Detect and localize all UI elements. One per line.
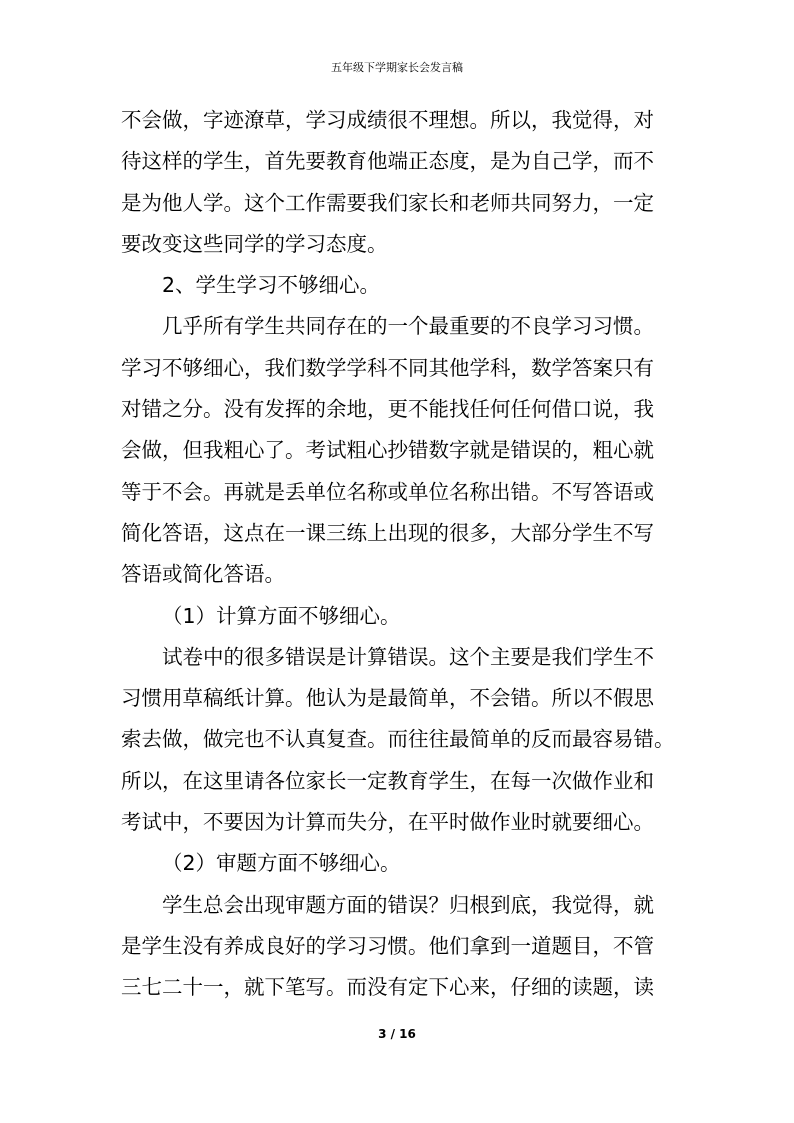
text-line: 试卷中的很多错误是计算错误。这个主要是我们学生不 [162, 644, 654, 669]
text-line: （1）计算方面不够细心。 [162, 603, 401, 628]
text-line: 考试中，不要因为计算而失分，在平时做作业时就要细心。 [121, 810, 654, 835]
text-line: 学生总会出现审题方面的错误？归根到底，我觉得，就 [162, 892, 654, 917]
text-line: 对错之分。没有发挥的余地，更不能找任何任何借口说，我 [121, 397, 654, 422]
text-line: 要改变这些同学的学习态度。 [121, 231, 388, 256]
text-line: 三七二十一，就下笔写。而没有定下心来，仔细的读题，读 [121, 975, 654, 1000]
text-line: 不会做，字迹潦草，学习成绩很不理想。所以，我觉得，对 [121, 108, 654, 132]
text-line: 答语或简化答语。 [121, 562, 285, 587]
text-line: 习惯用草稿纸计算。他认为是最简单，不会错。所以不假思 [121, 686, 654, 711]
text-line: 等于不会。再就是丢单位名称或单位名称出错。不写答语或 [121, 479, 654, 504]
text-line: 简化答语，这点在一课三练上出现的很多，大部分学生不写 [121, 520, 654, 545]
document-body [121, 100, 681, 1009]
page-number: 3 / 16 [378, 1027, 416, 1041]
text-line: 是学生没有养成良好的学习习惯。他们拿到一道题目，不管 [121, 933, 654, 958]
text-line: 学习不够细心，我们数学学科不同其他学科，数学答案只有 [121, 355, 654, 380]
text-line: 几乎所有学生共同存在的一个最重要的不良学习习惯。 [162, 314, 654, 339]
text-line: （2）审题方面不够细心。 [162, 851, 401, 876]
text-line: 待这样的学生，首先要教育他端正态度，是为自己学，而不 [121, 149, 654, 174]
text-line: 是为他人学。这个工作需要我们家长和老师共同努力，一定 [121, 190, 654, 215]
text-line: 2、学生学习不够细心。 [162, 273, 381, 298]
text-line: 所以，在这里请各位家长一定教育学生，在每一次做作业和 [121, 768, 654, 793]
page-header: 五年级下学期家长会发言稿 [331, 61, 463, 74]
text-line: 索去做，做完也不认真复查。而往往最简单的反而最容易错。 [121, 727, 675, 752]
text-line: 会做，但我粗心了。考试粗心抄错数字就是错误的，粗心就 [121, 438, 654, 463]
